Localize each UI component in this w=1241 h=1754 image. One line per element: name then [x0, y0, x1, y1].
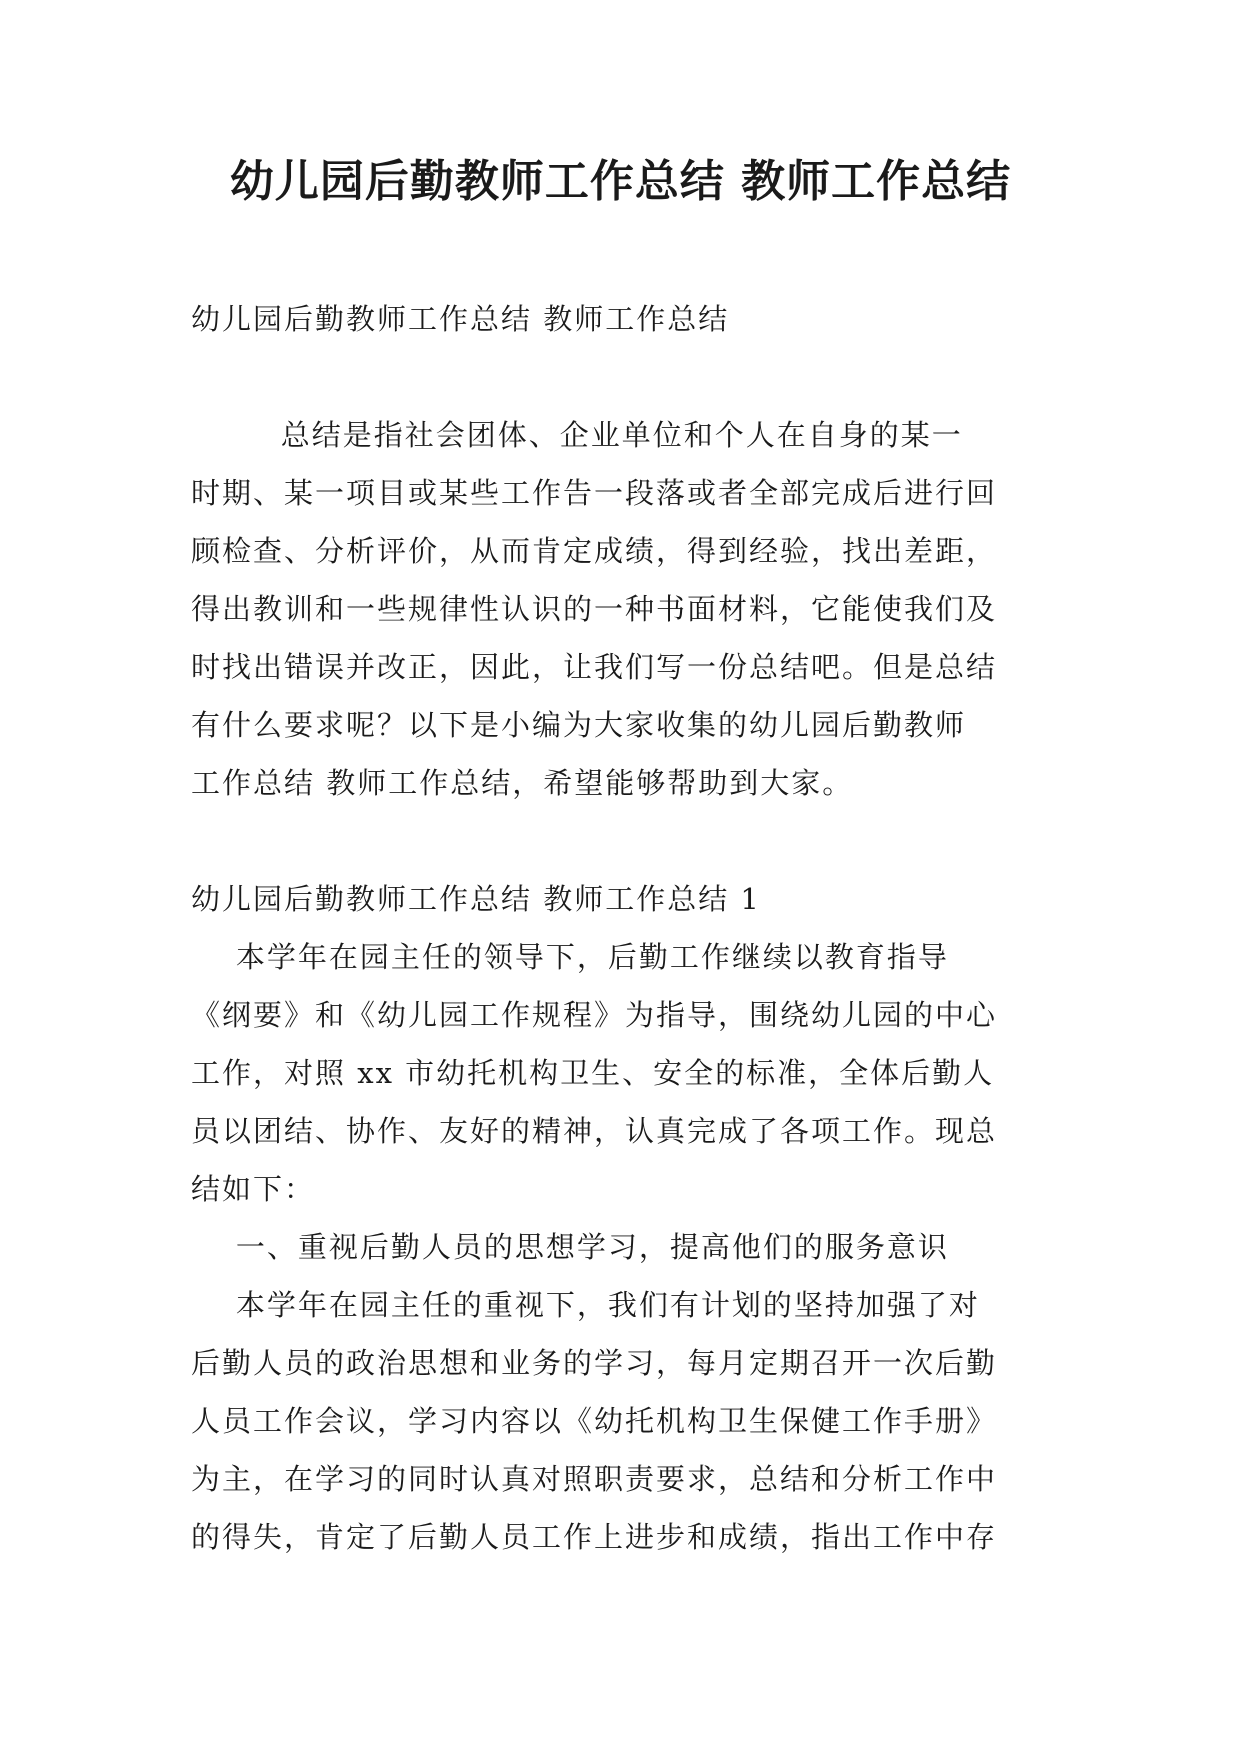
section-body [191, 928, 1053, 1566]
body-line: 后勤人员的政治思想和业务的学习，每月定期召开一次后勤 [191, 1346, 998, 1380]
body-line: 结如下： [191, 1172, 316, 1206]
intro-line: 时期、某一项目或某些工作告一段落或者全部完成后进行回 [191, 476, 998, 510]
intro-line: 工作总结 教师工作总结，希望能够帮助到大家。 [191, 766, 854, 800]
intro-line: 总结是指社会团体、企业单位和个人在自身的某一 [191, 418, 963, 452]
intro-line: 顾检查、分析评价，从而肯定成绩，得到经验，找出差距， [191, 534, 998, 568]
body-line: 为主，在学习的同时认真对照职责要求，总结和分析工作中 [191, 1462, 998, 1496]
body-line: 工作，对照 xx 市幼托机构卫生、安全的标准，全体后勤人 [191, 1056, 995, 1090]
intro-line: 时找出错误并改正，因此，让我们写一份总结吧。但是总结 [191, 650, 998, 684]
body-line: 本学年在园主任的领导下，后勤工作继续以教育指导 [191, 940, 949, 974]
intro-heading: 幼儿园后勤教师工作总结 教师工作总结 [191, 302, 730, 336]
body-line: 《纲要》和《幼儿园工作规程》为指导，围绕幼儿园的中心 [191, 998, 998, 1032]
body-line: 的得失，肯定了后勤人员工作上进步和成绩，指出工作中存 [191, 1520, 998, 1554]
subheading-line: 一、重视后勤人员的思想学习，提高他们的服务意识 [191, 1230, 949, 1264]
intro-line: 得出教训和一些规律性认识的一种书面材料，它能使我们及 [191, 592, 998, 626]
document-title: 幼儿园后勤教师工作总结 教师工作总结 [229, 156, 1012, 207]
body-line: 员以团结、协作、友好的精神，认真完成了各项工作。现总 [191, 1114, 998, 1148]
body-line: 人员工作会议，学习内容以《幼托机构卫生保健工作手册》 [191, 1404, 998, 1438]
section-heading: 幼儿园后勤教师工作总结 教师工作总结 1 [191, 882, 761, 916]
intro-paragraph [191, 406, 1053, 812]
body-line: 本学年在园主任的重视下，我们有计划的坚持加强了对 [191, 1288, 980, 1322]
intro-line: 有什么要求呢？以下是小编为大家收集的幼儿园后勤教师 [191, 708, 967, 742]
